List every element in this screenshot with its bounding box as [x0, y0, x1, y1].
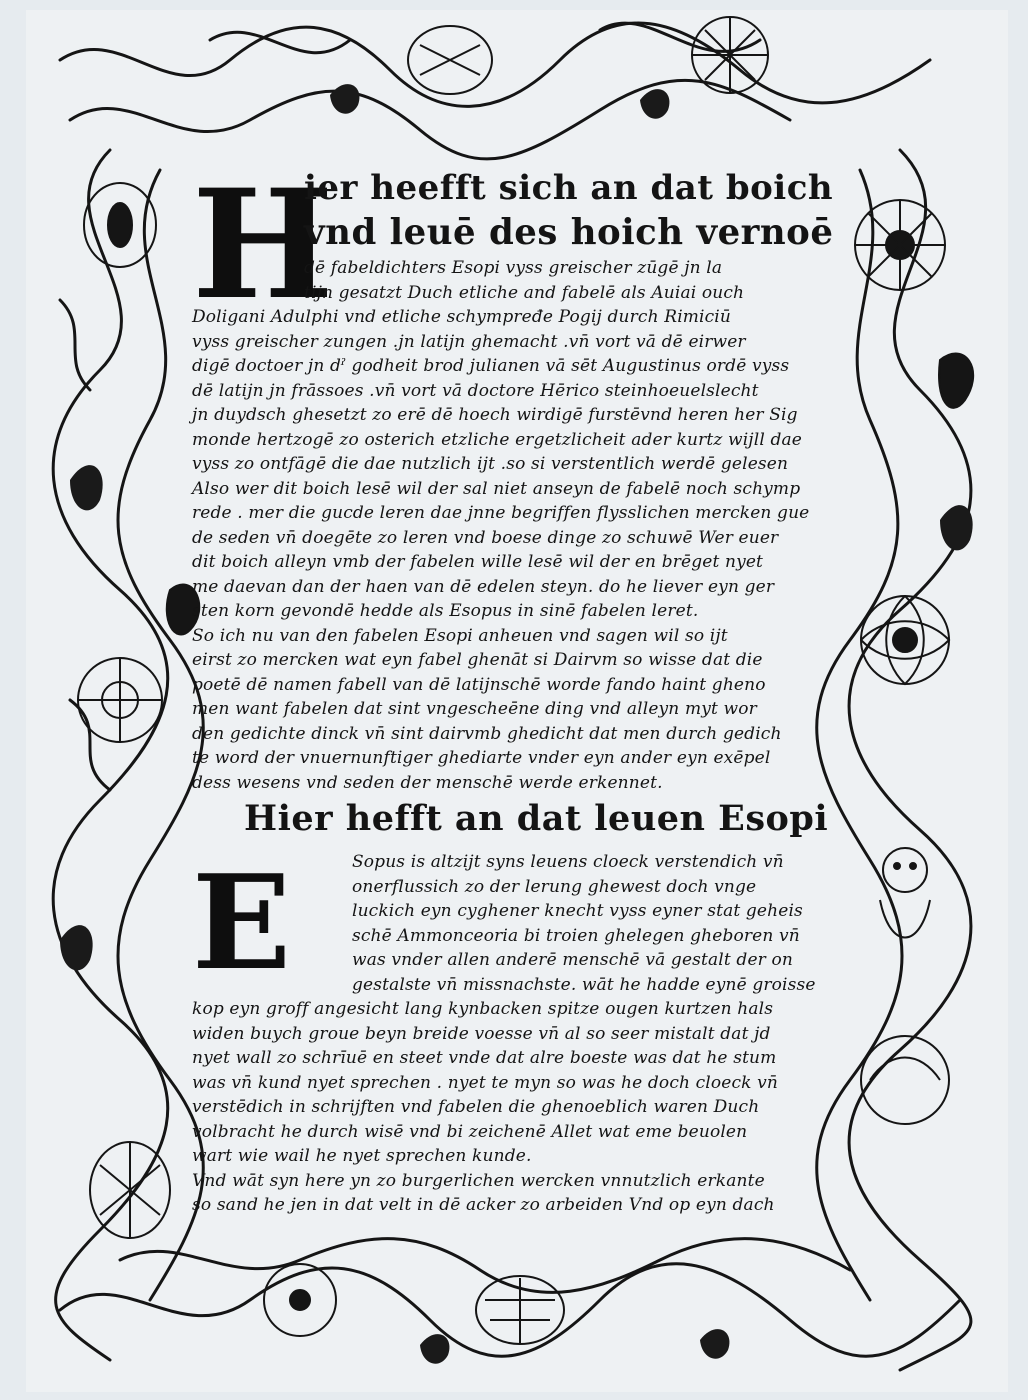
- decorated-initial-h: H: [192, 157, 334, 333]
- flower-rosette-icon: [855, 200, 945, 290]
- text-line: verstēdich in schrijften vnd fabelen die ghenoeblich waren Duch: [192, 1097, 760, 1117]
- thistle-icon: [90, 1142, 170, 1238]
- text-line: tijn gesatzt Duch etliche and fabelē als Auiai ouch: [304, 282, 745, 303]
- text-line: kop eyn groff angesicht lang kynbacken spitze ougen kurtzen hals: [192, 999, 774, 1019]
- text-line: gestalste vn̄ missnachste. wāt he hadde eynē groisse: [352, 974, 816, 995]
- text-line: schē Ammonceoria bi troien ghelegen gheboren vn̄: [352, 925, 800, 946]
- text-line: jn duydsch ghesetzt zo erē dē hoech wirdigē furstēvnd heren her Sig: [192, 405, 798, 425]
- section-heading: Hier hefft an dat leuen Esopi: [244, 798, 829, 839]
- text-line: onerflussich zo der lerung ghewest doch vnge: [352, 876, 757, 897]
- text-line: Vnd wāt syn here yn zo burgerlichen wercken vnnutzlich erkante: [192, 1170, 765, 1191]
- text-line: was vnder allen anderē menschē vā gestalt der on: [352, 950, 793, 970]
- text-line: Doligani Adulphi vnd etliche schympređe Pogij durch Rimiciū: [192, 307, 731, 327]
- text-line: Sopus is altzijt syns leuens cloeck verstendich vn̄: [352, 852, 784, 872]
- heading-line-1: ier heefft sich an dat boich: [304, 168, 834, 208]
- text-line: was vn̄ kund nyet sprechen . nyet te myn so was he doch cloeck vn̄: [192, 1072, 779, 1093]
- text-line: me daevan dan der haen van dē edelen steyn. do he liever eyn ger: [192, 576, 775, 597]
- text-line: vyss zo ontfāgē die dae nutzlich ijt .so si verstentlich werdē gelesen: [192, 454, 789, 474]
- text-line: dē latijn jn frāssoes .vn̄ vort vā doctore Hērico steinhoeuelslecht: [192, 380, 759, 401]
- text-line: dess wesens vnd seden der menschē werde erkennet.: [192, 772, 663, 793]
- text-line: den gedichte dinck vn̄ sint dairvmb ghedicht dat men durch gedich: [192, 723, 782, 744]
- pomegranate-icon: [476, 1276, 564, 1344]
- flower-rosette-icon: [78, 658, 162, 742]
- text-line: luckich eyn cyghener knecht vyss eyner stat geheis: [352, 901, 803, 921]
- text-line: widen buych groue beyn breide voesse vn̄ al so seer mistalt dat jd: [192, 1023, 771, 1044]
- text-line: de seden vn̄ doegēte zo leren vnd boese dinge zo schuwē Wer euer: [192, 527, 779, 548]
- text-line: So ich nu van den fabelen Esopi anheuen vnd sagen wil so ijt: [192, 625, 728, 646]
- text-line: Also wer dit boich lesē wil der sal niet anseyn de fabelē noch schymp: [192, 478, 801, 499]
- flower-rosette-icon: [692, 17, 768, 93]
- bird-icon: [939, 354, 973, 408]
- text-line: sten korn gevondē hedde als Esopus in sinē fabelen leret.: [192, 601, 699, 621]
- text-line: te word der vnuernunftiger ghediarte vnder eyn ander eyn exēpel: [192, 748, 771, 768]
- heading-line-2: vnd leuē des hoich vernoē: [304, 212, 834, 253]
- text-line: vyss greischer zungen .jn latijn ghemacht .vn̄ vort vā dē eirwer: [192, 331, 746, 352]
- text-line: poetē dē namen fabell van dē latijnschē worde fando haint gheno: [192, 674, 766, 695]
- text-line: monde hertzogē zo osterich etzliche ergetzlicheit ader kurtz wijll dae: [192, 429, 802, 450]
- text-line: dit boich alleyn vmb der fabelen wille lesē wil der en brēget nyet: [192, 552, 764, 572]
- text-line: dē fabeldichters Esopi vyss greischer zūgē jn la: [304, 258, 723, 278]
- text-line: rede . mer die gucde leren dae jnne begriffen flysslichen mercken gue: [192, 503, 810, 523]
- text-line: digē doctoer jn dˀ godheit brod julianen vā sēt Augustinus ordē vyss: [192, 356, 790, 376]
- text-line: eirst zo mercken wat eyn fabel ghenāt si Dairvm so wisse dat die: [192, 650, 763, 670]
- flower-rosette-icon: [861, 1036, 949, 1124]
- thistle-icon: [408, 26, 492, 94]
- decorated-initial-e: E: [192, 846, 292, 999]
- text-line: nyet wall zo schrīuē en steet vnde dat alre boeste was dat he stum: [192, 1048, 777, 1068]
- text-block: [192, 157, 834, 1248]
- flower-rosette-icon: [861, 596, 949, 684]
- text-line: men want fabelen dat sint vngescheēne ding vnd alleyn myt wor: [192, 699, 757, 719]
- text-line: volbracht he durch wisē vnd bi zeichenē Allet wat eme beuolen: [192, 1121, 748, 1142]
- text-line: so sand he jen in dat velt in dē acker zo arbeiden Vnd op eyn dach: [192, 1195, 775, 1215]
- text-line: wart wie wail he nyet sprechen kunde.: [192, 1146, 532, 1166]
